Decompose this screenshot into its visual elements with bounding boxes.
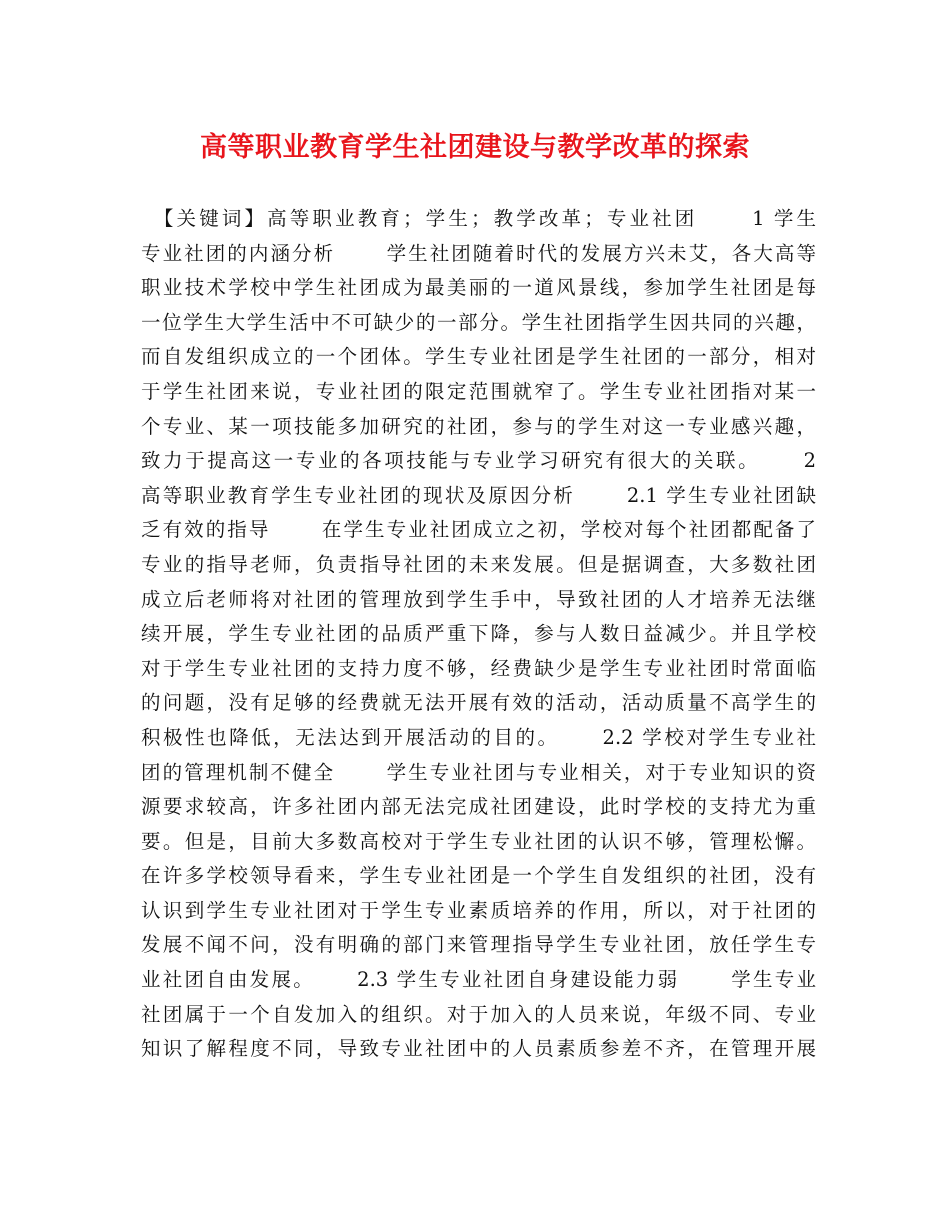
body-line: 知识了解程度不同，导致专业社团中的人员素质参差不齐，在管理开展 [141, 1037, 816, 1061]
body-line: 个专业、某一项技能多加研究的社团，参与的学生对这一专业感兴趣， [141, 414, 816, 438]
body-line: 乏有效的指导 在学生专业社团成立之初，学校对每个社团都配备了 [141, 518, 816, 542]
body-line: 致力于提高这一专业的各项技能与专业学习研究有很大的关联。 2 [141, 449, 816, 473]
body-line: 的问题，没有足够的经费就无法开展有效的活动，活动质量不高学生的 [141, 691, 816, 715]
document-title: 高等职业教育学生社团建设与教学改革的探索 [200, 132, 750, 163]
body-line: 要。但是，目前大多数高校对于学生专业社团的认识不够，管理松懈。 [141, 829, 816, 853]
body-line: 团的管理机制不健全 学生专业社团与专业相关，对于专业知识的资 [141, 760, 816, 784]
body-line: 源要求较高，许多社团内部无法完成社团建设，此时学校的支持尤为重 [141, 795, 816, 819]
body-line: 业社团自由发展。 2.3 学生专业社团自身建设能力弱 学生专业 [141, 968, 816, 992]
body-line: 社团属于一个自发加入的组织。对于加入的人员来说，年级不同、专业 [141, 1002, 816, 1026]
body-line: 职业技术学校中学生社团成为最美丽的一道风景线，参加学生社团是每 [141, 276, 816, 300]
body-line: 高等职业教育学生专业社团的现状及原因分析 2.1 学生专业社团缺 [141, 483, 816, 507]
body-line: 续开展，学生专业社团的品质严重下降，参与人数日益减少。并且学校 [141, 622, 816, 646]
body-line: 对于学生专业社团的支持力度不够，经费缺少是学生专业社团时常面临 [141, 656, 816, 680]
body-line: 【关键词】高等职业教育；学生；教学改革；专业社团 1 学生 [141, 207, 816, 230]
body-line: 专业社团的内涵分析 学生社团随着时代的发展方兴未艾，各大高等 [141, 241, 816, 265]
body-line: 于学生社团来说，专业社团的限定范围就窄了。学生专业社团指对某一 [141, 379, 816, 403]
body-line: 专业的指导老师，负责指导社团的未来发展。但是据调查，大多数社团 [141, 552, 816, 576]
body-line: 认识到学生专业社团对于学生专业素质培养的作用，所以，对于社团的 [141, 898, 816, 922]
body-line: 积极性也降低，无法达到开展活动的目的。 2.2 学校对学生专业社 [141, 725, 816, 749]
document-body [141, 202, 816, 1067]
body-line: 一位学生大学生活中不可缺少的一部分。学生社团指学生因共同的兴趣， [141, 310, 816, 334]
body-line: 而自发组织成立的一个团体。学生专业社团是学生社团的一部分，相对 [141, 345, 816, 369]
body-line: 发展不闻不问，没有明确的部门来管理指导学生专业社团，放任学生专 [141, 933, 816, 957]
body-line: 在许多学校领导看来，学生专业社团是一个学生自发组织的社团，没有 [141, 864, 816, 888]
body-line: 成立后老师将对社团的管理放到学生手中，导致社团的人才培养无法继 [141, 587, 816, 611]
